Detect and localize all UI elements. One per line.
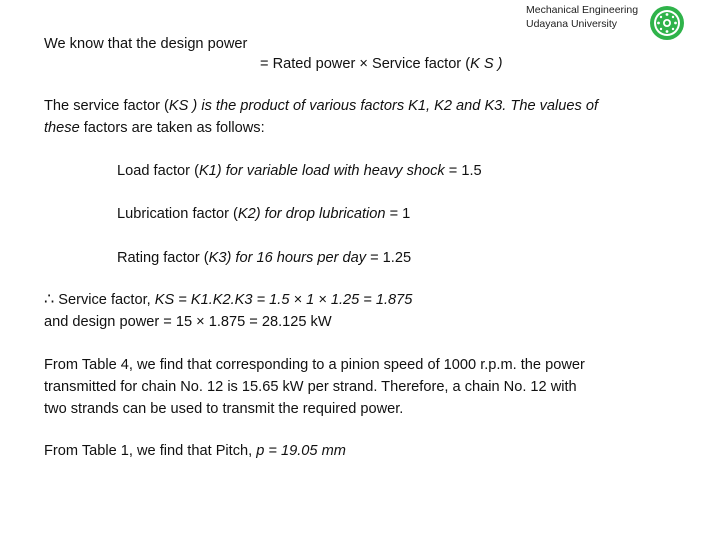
intro-line-1: We know that the design power	[44, 36, 248, 52]
calculation-block: ∴ Service factor, KS = K1.K2.K3 = 1.5 × 1 × 1.25 = 1.875 and design power = 15 × 1.875 = 28.125 kW	[44, 291, 413, 330]
service-factor-paragraph: The service factor (KS ) is the product of various factors K1, K2 and K3. The values of these factors are taken as follows:	[44, 98, 599, 136]
intro-line-2: = Rated power × Service factor (K S )	[260, 56, 503, 72]
rating-factor-line: Rating factor (K3) for 16 hours per day = 1.25	[117, 250, 412, 266]
header-university: Udayana University	[526, 18, 618, 30]
table4-paragraph: From Table 4, we find that corresponding to a pinion speed of 1000 r.p.m. the power transmitted for chain No. 12 is 15.65 kW per strand. Therefore, a chain No. 12 with two strands can be used to transmit the required power.	[44, 357, 585, 417]
load-factor-line: Load factor (K1) for variable load with heavy shock = 1.5	[117, 163, 482, 179]
lubrication-factor-line: Lubrication factor (K2) for drop lubrication = 1	[117, 206, 411, 222]
university-logo-icon	[649, 5, 685, 41]
therefore-symbol: ∴	[44, 291, 55, 308]
header-dept: Mechanical Engineering	[526, 4, 639, 16]
pitch-line: From Table 1, we find that Pitch, p = 19.05 mm	[44, 443, 346, 459]
